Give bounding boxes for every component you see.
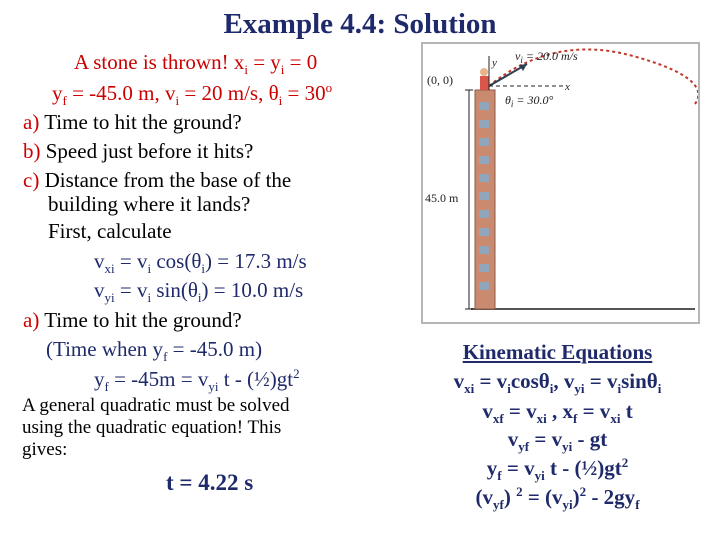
question-c-cont: building where it lands? <box>48 192 251 216</box>
svg-text:θi = 30.0°: $\theta_i = 30.0^\circ$ <box>505 93 554 109</box>
calc-intro: First, calculate <box>48 219 172 243</box>
question-a: a) Time to hit the ground? <box>23 110 242 134</box>
kinematic-eq-4: $y_f = v_{yi}$ t - $(\frac{1}{2})gt^2$ <box>486 455 629 484</box>
vxi-equation: $v_{xi} = v_i$ $\cos(\theta_i) = 17.3$ m/s <box>94 249 307 277</box>
kinematic-eq-1: $v_{xi} = v_i\cos\theta_i$, $v_{yi} = v_i\sin\theta_i$ <box>453 369 662 397</box>
y-axis-label: y <box>492 57 497 69</box>
building-diagram <box>423 44 698 322</box>
origin-label: (0, 0) <box>427 73 453 87</box>
quadratic-note-3: gives: <box>22 439 68 460</box>
problem-line-1: A stone is thrown! $x_i = y_i = 0$ <box>74 50 318 78</box>
height-label: 45.0 m <box>425 191 459 205</box>
question-c: c) Distance from the base of the <box>23 168 292 192</box>
quadratic-note-2: using the quadratic equation! This <box>22 417 282 438</box>
kinematic-eq-2: $v_{xf} = v_{xi}$ , $x_f = v_{xi}$ t <box>482 399 633 427</box>
projectile-figure <box>423 44 698 322</box>
kinematic-eq-5: $(v_{yf}) ^2 = (v_{yi})^2 - 2gy_f$ <box>475 484 640 513</box>
kinematic-eq-3: $v_{yf} = v_{yi}$ - gt <box>507 427 608 455</box>
part-a-heading: a) Time to hit the ground? <box>23 308 242 332</box>
part-a-equation: $y_f = -45m = v_{yi}$ t - $(\frac{1}{2})gt^2$ <box>94 366 300 395</box>
svg-text:vi = 20.0 m/s: $v_i = 20.0$ m/s <box>515 49 578 65</box>
problem-line-2: $y_f = -45.0$ m, $v_i = 20$ m/s, $\theta_i = 30^o$ <box>52 80 333 109</box>
kinematics-heading: Kinematic Equations <box>462 340 653 364</box>
vyi-equation: $v_{yi} = v_i$ $\sin(\theta_i) = 10.0$ m/s <box>94 278 304 306</box>
question-b: b) Speed just before it hits? <box>23 139 254 163</box>
part-a-condition: (Time when $y_f = -45.0$ m) <box>46 337 263 365</box>
quadratic-note-1: A general quadratic must be solved <box>22 395 290 416</box>
x-axis-label: x <box>565 81 570 93</box>
page-title: Example 4.4: Solution <box>223 8 497 40</box>
answer-time: t = 4.22 s <box>166 470 254 495</box>
